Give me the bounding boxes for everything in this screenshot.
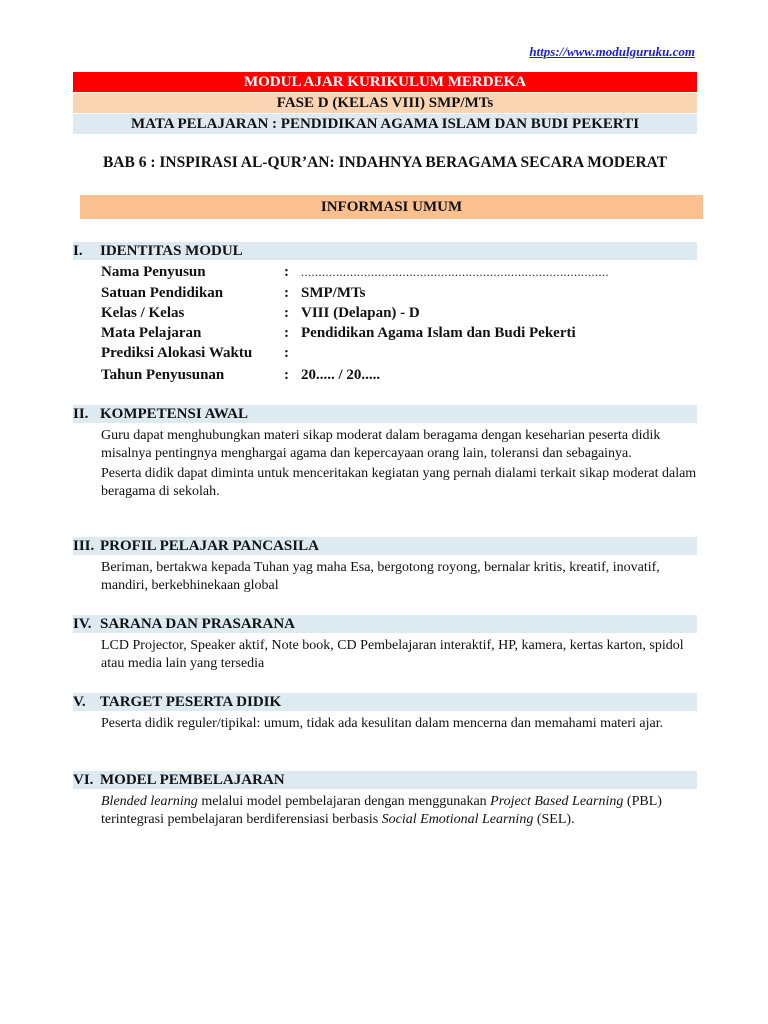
kompetensi-paragraph-2: Peserta didik dapat diminta untuk menceritakan kegiatan yang pernah dialami terkait sikap moderat dalam beragama di sekolah.: [101, 466, 697, 499]
row-colon: :: [284, 264, 289, 280]
header-subject-bar: MATA PELAJARAN : PENDIDIKAN AGAMA ISLAM DAN BUDI PEKERTI: [73, 114, 697, 134]
model-text-part: melalui model pembelajaran dengan menggunakan: [197, 794, 491, 809]
section-title: PROFIL PELAJAR PANCASILA: [100, 538, 319, 554]
model-term-blended: Blended learning: [101, 794, 198, 809]
section-title: TARGET PESERTA DIDIK: [100, 694, 282, 710]
section-kompetensi-heading: [73, 405, 697, 423]
profil-text: Beriman, bertakwa kepada Tuhan yag maha Esa, bergotong royong, bernalar kritis, kreatif, inovatif, mandiri, berkebhinekaan global: [101, 560, 660, 593]
section-number: II.: [73, 406, 89, 422]
row-label: Nama Penyusun: [101, 264, 206, 280]
row-colon: :: [284, 367, 289, 383]
website-link[interactable]: https://www.modulguruku.com: [529, 44, 695, 59]
identity-row-satuan-pendidikan: [101, 283, 701, 303]
identity-row-kelas: [101, 303, 701, 323]
row-colon: :: [284, 285, 289, 301]
target-text: Peserta didik reguler/tipikal: umum, tidak ada kesulitan dalam mencerna dan memahami materi ajar.: [101, 716, 664, 731]
section-profil-heading: [73, 537, 697, 555]
model-text: [101, 793, 701, 829]
row-value: VIII (Delapan) - D: [301, 305, 420, 321]
row-label: Tahun Penyusunan: [101, 367, 225, 383]
sarana-text: LCD Projector, Speaker aktif, Note book, CD Pembelajaran interaktif, HP, kamera, kertas karton, spidol atau media lain yang tersedia: [101, 638, 684, 671]
row-label: Mata Pelajaran: [101, 325, 202, 341]
row-value-blank: ........................................................................................: [301, 265, 609, 279]
model-text-part: (SEL).: [533, 812, 575, 827]
section-title: MODEL PEMBELAJARAN: [100, 772, 285, 788]
identity-row-nama-penyusun: [101, 262, 701, 282]
section-target-heading: [73, 693, 697, 711]
row-colon: :: [284, 305, 289, 321]
chapter-title: BAB 6 : INSPIRASI AL-QUR’AN: INDAHNYA BERAGAMA SECARA MODERAT: [102, 154, 668, 171]
section-identitas-heading: [73, 242, 697, 260]
row-label: Prediksi Alokasi Waktu: [101, 345, 253, 361]
row-value: 20..... / 20.....: [301, 367, 381, 383]
section-number: III.: [73, 538, 95, 554]
section-model-heading: [73, 771, 697, 789]
informasi-umum-heading: INFORMASI UMUM: [80, 195, 703, 219]
row-value: SMP/MTs: [301, 285, 366, 301]
identity-row-tahun-penyusunan: [101, 365, 701, 385]
row-colon: :: [284, 325, 289, 341]
model-term-sel: Social Emotional Learning: [381, 812, 534, 827]
section-number: IV.: [73, 616, 92, 632]
kompetensi-text: [101, 427, 701, 503]
row-value: Pendidikan Agama Islam dan Budi Pekerti: [301, 325, 576, 341]
row-colon: :: [284, 345, 289, 361]
section-title: SARANA DAN PRASARANA: [100, 616, 296, 632]
identity-row-alokasi-waktu: [101, 343, 701, 363]
kompetensi-paragraph-1: Guru dapat menghubungkan materi sikap moderat dalam beragama dengan keseharian peserta didik misalnya pentingnya menghargai agama dan kepercayaan orang lain, toleransi dan sebagainya.: [101, 428, 661, 461]
section-number: VI.: [73, 772, 94, 788]
identity-row-mata-pelajaran: [101, 323, 701, 343]
section-number: V.: [73, 694, 86, 710]
model-term-pbl: Project Based Learning: [490, 794, 624, 809]
section-number: I.: [73, 243, 83, 259]
section-title: KOMPETENSI AWAL: [100, 406, 248, 422]
model-text-part: (PBL) terintegrasi pembelajaran berdiferensiasi berbasis: [101, 794, 662, 827]
header-title-bar: MODUL AJAR KURIKULUM MERDEKA: [73, 72, 697, 92]
header-phase-bar: FASE D (KELAS VIII) SMP/MTs: [73, 93, 697, 113]
section-title: IDENTITAS MODUL: [100, 243, 243, 259]
row-label: Satuan Pendidikan: [101, 285, 224, 301]
section-sarana-heading: [73, 615, 697, 633]
row-label: Kelas / Kelas: [101, 305, 185, 321]
